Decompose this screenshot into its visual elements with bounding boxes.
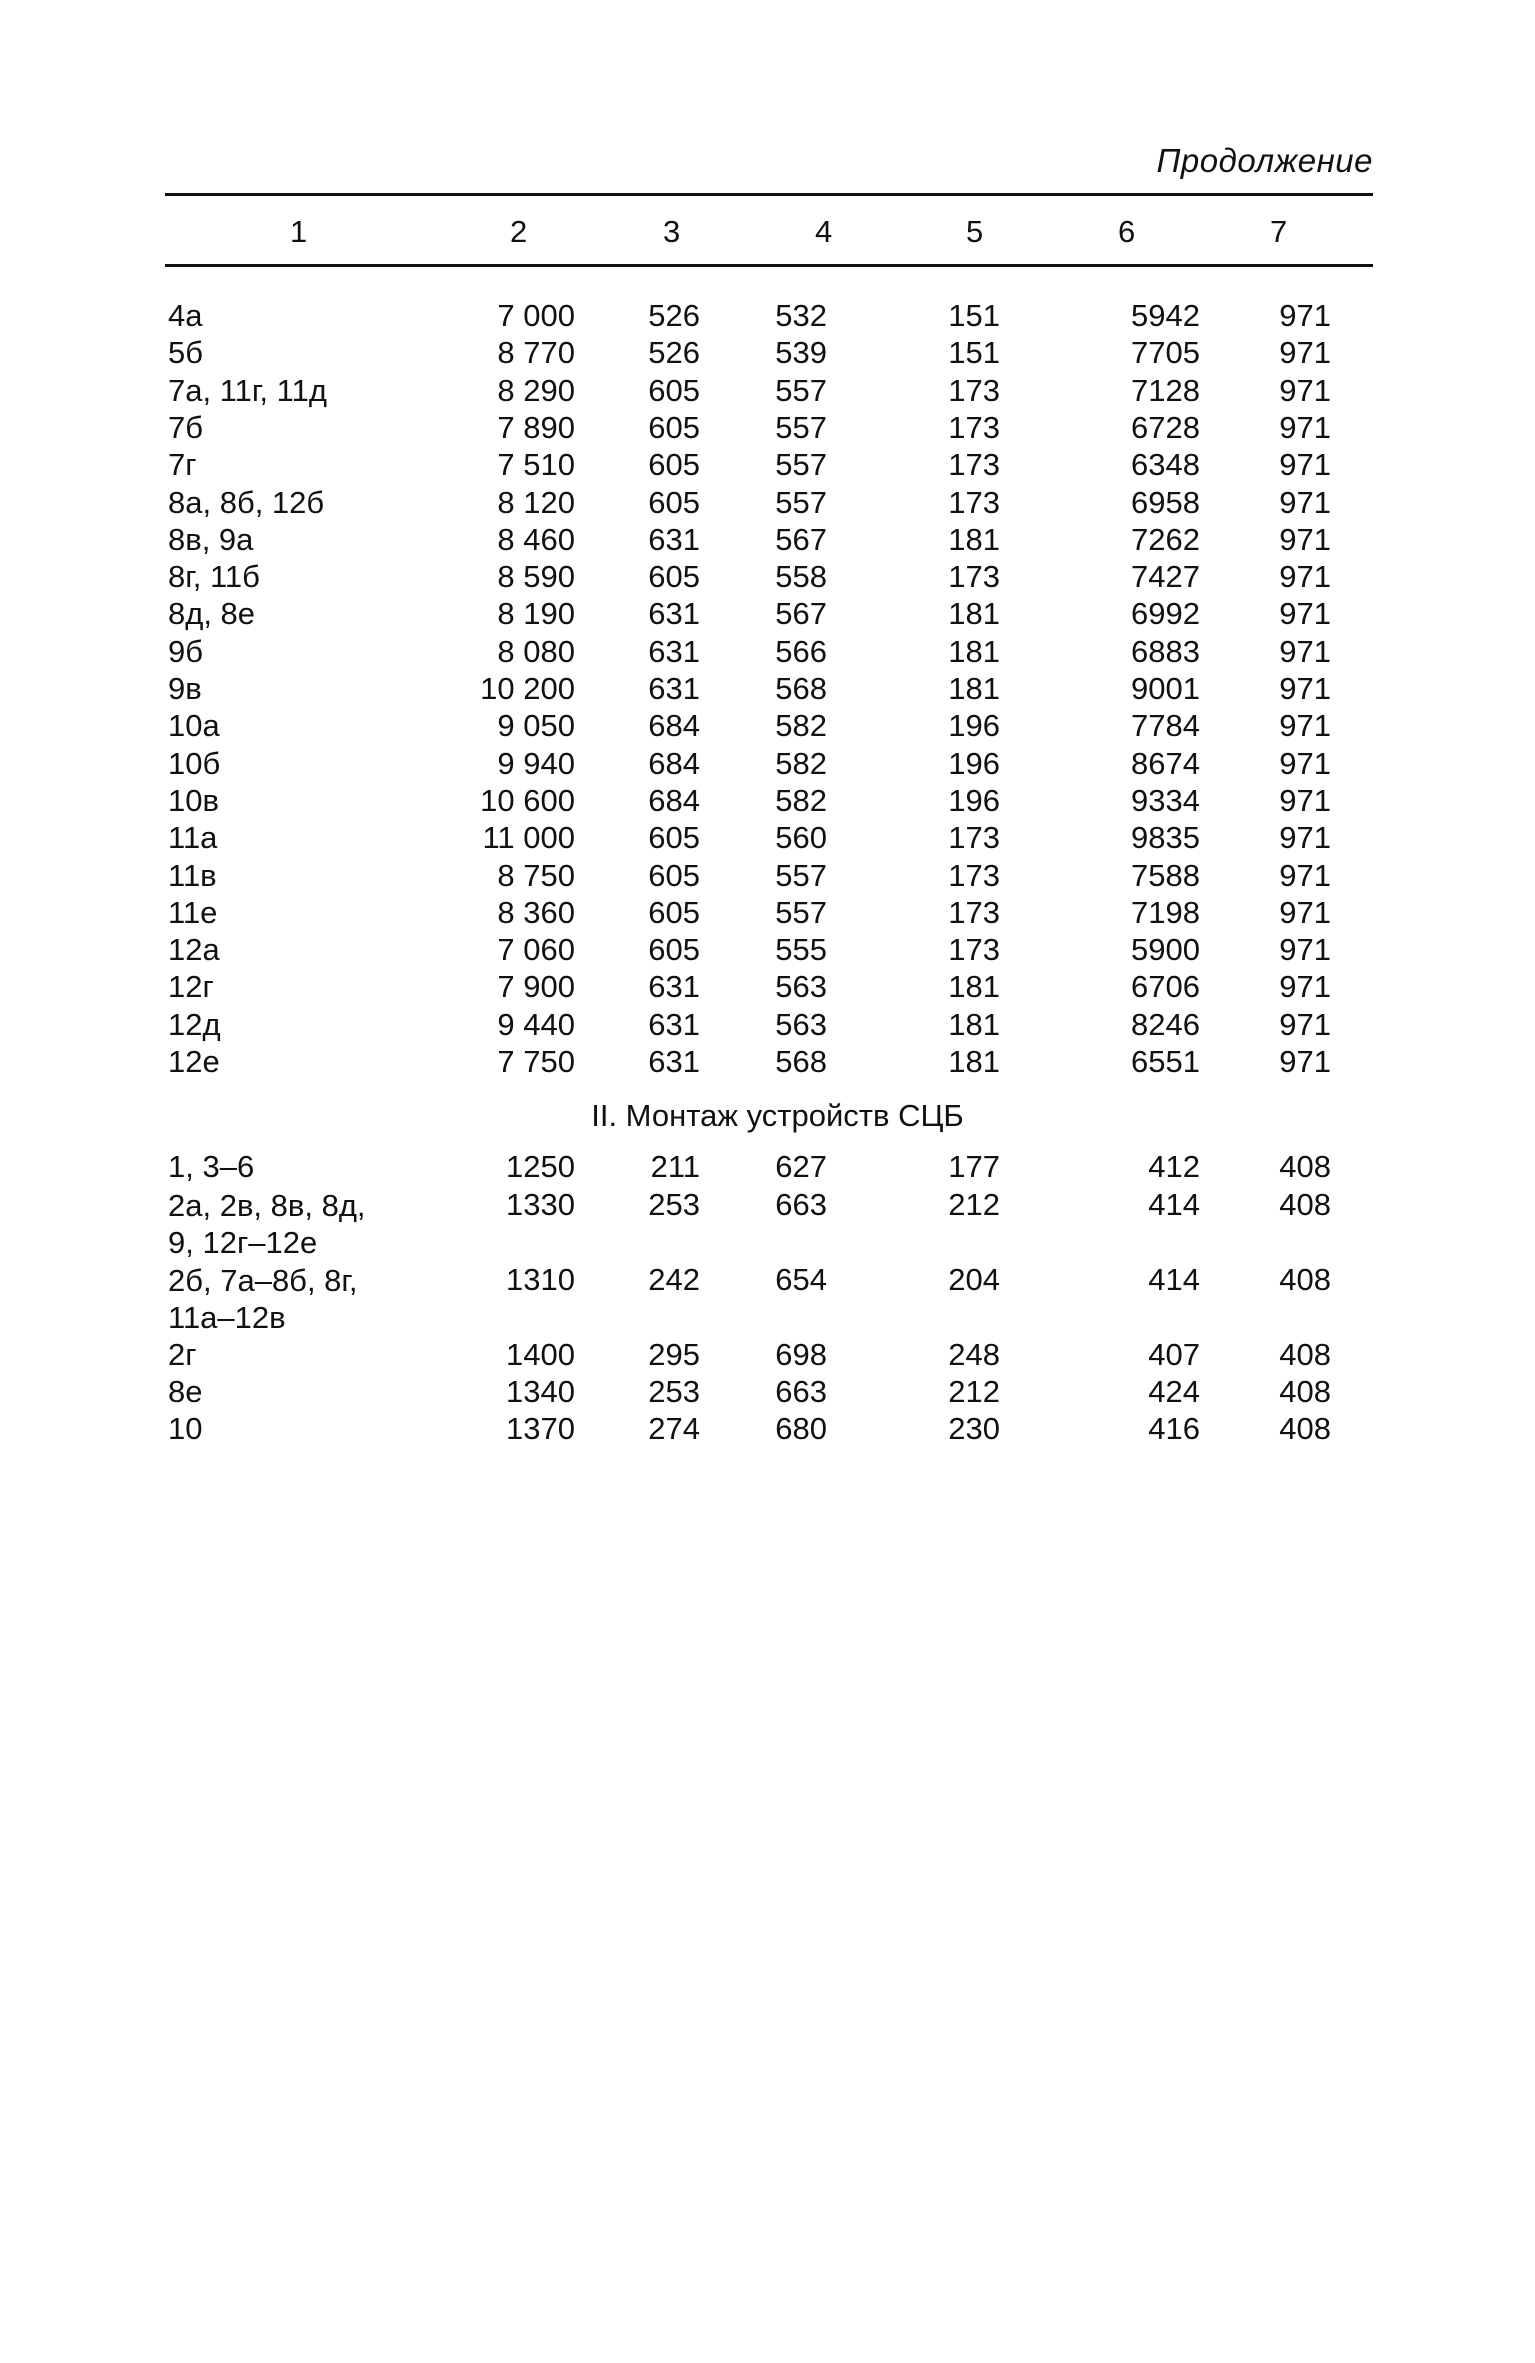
cell-col-4: 560 <box>775 820 827 856</box>
cell-col-3: 631 <box>648 1044 700 1079</box>
cell-col-3: 526 <box>648 298 700 333</box>
cell-col-6: 407 <box>1148 1337 1200 1372</box>
section-2-title: II. Монтаж устройств СЦБ <box>591 1098 964 1133</box>
cell-col-6: 424 <box>1148 1374 1200 1409</box>
cell-col-2: 7 750 <box>497 1044 575 1079</box>
cell-col-5: 173 <box>948 932 1000 968</box>
cell-col-4: 539 <box>775 335 827 371</box>
cell-col-1: 9в <box>168 671 202 706</box>
cell-col-7: 408 <box>1279 1411 1331 1446</box>
cell-col-4: 582 <box>775 782 827 818</box>
cell-col-5: 181 <box>948 1044 1000 1079</box>
table-top-rule <box>165 193 1373 196</box>
cell-col-3: 684 <box>648 708 700 744</box>
cell-col-7: 971 <box>1279 484 1331 520</box>
cell-col-3: 242 <box>648 1262 700 1297</box>
cell-col-1: 8г, 11б <box>168 559 260 595</box>
header-col-5: 5 <box>966 214 984 249</box>
header-col-1: 1 <box>290 214 308 249</box>
cell-col-7: 971 <box>1279 1044 1331 1079</box>
cell-col-4: 558 <box>775 559 827 595</box>
cell-col-1: 12е <box>168 1044 220 1079</box>
cell-col-5: 196 <box>948 708 1000 744</box>
cell-col-1: 12г <box>168 969 214 1005</box>
cell-col-1: 10а <box>168 708 220 744</box>
cell-col-3: 631 <box>648 1006 700 1042</box>
cell-col-4: 563 <box>775 1006 827 1042</box>
cell-col-5: 212 <box>948 1187 1000 1222</box>
cell-col-5: 173 <box>948 447 1000 483</box>
cell-col-1: 1, 3–6 <box>168 1149 255 1184</box>
cell-col-5: 248 <box>948 1337 1000 1372</box>
cell-col-4: 568 <box>775 671 827 706</box>
cell-col-5: 181 <box>948 521 1000 557</box>
cell-col-6: 7128 <box>1131 372 1200 408</box>
cell-col-6: 9835 <box>1131 820 1200 856</box>
cell-col-5: 181 <box>948 671 1000 706</box>
cell-col-1: 11а <box>168 820 218 856</box>
cell-col-6: 5942 <box>1131 298 1200 333</box>
cell-col-2: 1340 <box>506 1374 575 1409</box>
cell-col-4: 557 <box>775 857 827 893</box>
cell-col-1: 7б <box>168 409 203 445</box>
cell-col-6: 6883 <box>1131 633 1200 669</box>
cell-col-6: 9334 <box>1131 782 1200 818</box>
cell-col-7: 971 <box>1279 335 1331 371</box>
continuation-label: Продолжение <box>1156 142 1373 179</box>
cell-col-5: 196 <box>948 782 1000 818</box>
cell-col-6: 7262 <box>1131 521 1200 557</box>
cell-col-3: 631 <box>648 633 700 669</box>
cell-col-7: 971 <box>1279 447 1331 483</box>
cell-col-4: 680 <box>775 1411 827 1446</box>
cell-col-4: 567 <box>775 596 827 632</box>
cell-col-7: 408 <box>1279 1337 1331 1372</box>
cell-col-2: 8 190 <box>497 596 575 632</box>
cell-col-3: 605 <box>648 409 700 445</box>
cell-col-3: 605 <box>648 894 700 930</box>
header-col-2: 2 <box>510 214 528 249</box>
cell-col-4: 582 <box>775 708 827 744</box>
header-col-4: 4 <box>815 214 833 249</box>
cell-col-3: 631 <box>648 521 700 557</box>
cell-col-6: 414 <box>1148 1187 1200 1222</box>
cell-col-4: 663 <box>775 1374 827 1409</box>
cell-col-5: 196 <box>948 745 1000 781</box>
cell-col-3: 605 <box>648 484 700 520</box>
cell-col-1: 8а, 8б, 12б <box>168 484 325 520</box>
cell-col-3: 684 <box>648 745 700 781</box>
cell-col-7: 408 <box>1279 1149 1331 1184</box>
cell-col-5: 204 <box>948 1262 1000 1297</box>
cell-col-5: 181 <box>948 633 1000 669</box>
cell-col-7: 971 <box>1279 409 1331 445</box>
header-col-3: 3 <box>663 214 681 249</box>
cell-col-2: 7 000 <box>497 298 575 333</box>
cell-col-1: 12а <box>168 932 220 968</box>
cell-col-3: 631 <box>648 671 700 706</box>
cell-col-4: 568 <box>775 1044 827 1079</box>
cell-col-1: 10в <box>168 782 219 818</box>
cell-col-7: 971 <box>1279 932 1331 968</box>
cell-col-7: 971 <box>1279 521 1331 557</box>
cell-col-6: 7705 <box>1131 335 1200 371</box>
header-col-6: 6 <box>1118 214 1136 249</box>
cell-col-2: 7 900 <box>497 969 575 1005</box>
cell-col-5: 230 <box>948 1411 1000 1446</box>
cell-col-2: 8 590 <box>497 559 575 595</box>
cell-col-7: 971 <box>1279 708 1331 744</box>
cell-col-1: 12д <box>168 1006 221 1042</box>
cell-col-6: 6348 <box>1131 447 1200 483</box>
cell-col-1: 2г <box>168 1337 197 1372</box>
cell-col-3: 684 <box>648 782 700 818</box>
cell-col-5: 173 <box>948 372 1000 408</box>
cell-col-5: 151 <box>948 335 1000 371</box>
cell-col-4: 557 <box>775 409 827 445</box>
cell-col-2: 10 600 <box>480 782 575 818</box>
cell-col-2: 1330 <box>506 1187 575 1222</box>
cell-col-5: 173 <box>948 484 1000 520</box>
cell-col-1: 8е <box>168 1374 203 1409</box>
cell-col-6: 8674 <box>1131 745 1200 781</box>
cell-col-2: 7 060 <box>497 932 575 968</box>
cell-col-2: 11 000 <box>482 820 575 856</box>
cell-col-2: 8 460 <box>497 521 575 557</box>
cell-col-1: 2б, 7а–8б, 8г, 11а–12в <box>168 1263 358 1335</box>
cell-col-7: 971 <box>1279 298 1331 333</box>
cell-col-7: 971 <box>1279 596 1331 632</box>
cell-col-5: 173 <box>948 409 1000 445</box>
cell-col-7: 971 <box>1279 671 1331 706</box>
cell-col-4: 663 <box>775 1187 827 1222</box>
cell-col-1: 4а <box>168 298 203 333</box>
cell-col-2: 8 120 <box>497 484 575 520</box>
cell-col-4: 654 <box>775 1262 827 1297</box>
cell-col-4: 567 <box>775 521 827 557</box>
cell-col-7: 971 <box>1279 820 1331 856</box>
cell-col-7: 408 <box>1279 1262 1331 1297</box>
cell-col-2: 8 770 <box>497 335 575 371</box>
cell-col-1: 10 <box>168 1411 203 1446</box>
cell-col-5: 173 <box>948 894 1000 930</box>
cell-col-6: 6551 <box>1131 1044 1200 1079</box>
cell-col-6: 7427 <box>1131 559 1200 595</box>
cell-col-4: 555 <box>775 932 827 968</box>
cell-col-5: 177 <box>948 1149 1000 1184</box>
cell-col-4: 557 <box>775 894 827 930</box>
cell-col-5: 181 <box>948 1006 1000 1042</box>
cell-col-6: 7198 <box>1131 894 1200 930</box>
cell-col-5: 181 <box>948 596 1000 632</box>
cell-col-2: 10 200 <box>480 671 575 706</box>
cell-col-4: 582 <box>775 745 827 781</box>
cell-col-7: 971 <box>1279 745 1331 781</box>
cell-col-4: 557 <box>775 484 827 520</box>
cell-col-6: 9001 <box>1131 671 1200 706</box>
cell-col-1: 7а, 11г, 11д <box>168 372 327 408</box>
cell-col-2: 1370 <box>506 1411 575 1446</box>
cell-col-7: 408 <box>1279 1187 1331 1222</box>
cell-col-3: 605 <box>648 820 700 856</box>
cell-col-7: 971 <box>1279 372 1331 408</box>
cell-col-2: 9 440 <box>497 1006 575 1042</box>
cell-col-2: 8 360 <box>497 894 575 930</box>
header-col-7: 7 <box>1270 214 1288 249</box>
cell-col-4: 566 <box>775 633 827 669</box>
cell-col-1: 11е <box>168 894 218 930</box>
cell-col-2: 8 750 <box>497 857 575 893</box>
cell-col-2: 9 050 <box>497 708 575 744</box>
cell-col-3: 605 <box>648 559 700 595</box>
cell-col-6: 414 <box>1148 1262 1200 1297</box>
cell-col-5: 212 <box>948 1374 1000 1409</box>
cell-col-7: 971 <box>1279 559 1331 595</box>
cell-col-3: 605 <box>648 932 700 968</box>
cell-col-3: 526 <box>648 335 700 371</box>
cell-col-6: 7588 <box>1131 857 1200 893</box>
cell-col-6: 7784 <box>1131 708 1200 744</box>
cell-col-4: 627 <box>775 1149 827 1184</box>
cell-col-3: 605 <box>648 857 700 893</box>
cell-col-3: 631 <box>648 969 700 1005</box>
cell-col-6: 6992 <box>1131 596 1200 632</box>
cell-col-5: 173 <box>948 820 1000 856</box>
cell-col-2: 8 290 <box>497 372 575 408</box>
cell-col-5: 173 <box>948 857 1000 893</box>
cell-col-1: 8д, 8е <box>168 596 256 632</box>
cell-col-4: 698 <box>775 1337 827 1372</box>
table-header-rule <box>165 264 1373 267</box>
cell-col-3: 253 <box>648 1374 700 1409</box>
cell-col-2: 8 080 <box>497 633 575 669</box>
cell-col-2: 9 940 <box>497 745 575 781</box>
cell-col-5: 151 <box>948 298 1000 333</box>
cell-col-6: 5900 <box>1131 932 1200 968</box>
cell-col-6: 6958 <box>1131 484 1200 520</box>
cell-col-1: 7г <box>168 447 197 483</box>
cell-col-3: 605 <box>648 447 700 483</box>
cell-col-4: 532 <box>775 298 827 333</box>
cell-col-6: 8246 <box>1131 1006 1200 1042</box>
cell-col-7: 971 <box>1279 1006 1331 1042</box>
cell-col-7: 971 <box>1279 969 1331 1005</box>
cell-col-1: 9б <box>168 633 203 669</box>
cell-col-3: 631 <box>648 596 700 632</box>
cell-col-3: 295 <box>648 1337 700 1372</box>
cell-col-3: 605 <box>648 372 700 408</box>
cell-col-1: 11в <box>168 857 217 893</box>
cell-col-2: 1400 <box>506 1337 575 1372</box>
cell-col-4: 557 <box>775 372 827 408</box>
cell-col-7: 408 <box>1279 1374 1331 1409</box>
cell-col-4: 557 <box>775 447 827 483</box>
cell-col-6: 6728 <box>1131 409 1200 445</box>
cell-col-3: 274 <box>648 1411 700 1446</box>
cell-col-7: 971 <box>1279 633 1331 669</box>
cell-col-2: 1310 <box>506 1262 575 1297</box>
cell-col-6: 412 <box>1148 1149 1200 1184</box>
cell-col-1: 10б <box>168 745 221 781</box>
cell-col-7: 971 <box>1279 894 1331 930</box>
cell-col-1: 8в, 9а <box>168 521 254 557</box>
cell-col-4: 563 <box>775 969 827 1005</box>
cell-col-3: 253 <box>648 1187 700 1222</box>
cell-col-6: 6706 <box>1131 969 1200 1005</box>
cell-col-3: 211 <box>650 1149 700 1184</box>
cell-col-7: 971 <box>1279 782 1331 818</box>
cell-col-1: 5б <box>168 335 203 371</box>
cell-col-2: 7 890 <box>497 409 575 445</box>
cell-col-6: 416 <box>1148 1411 1200 1446</box>
cell-col-1: 2а, 2в, 8в, 8д, 9, 12г–12е <box>168 1188 366 1260</box>
cell-col-2: 7 510 <box>497 447 575 483</box>
cell-col-5: 173 <box>948 559 1000 595</box>
cell-col-7: 971 <box>1279 857 1331 893</box>
cell-col-5: 181 <box>948 969 1000 1005</box>
cell-col-2: 1250 <box>506 1149 575 1184</box>
